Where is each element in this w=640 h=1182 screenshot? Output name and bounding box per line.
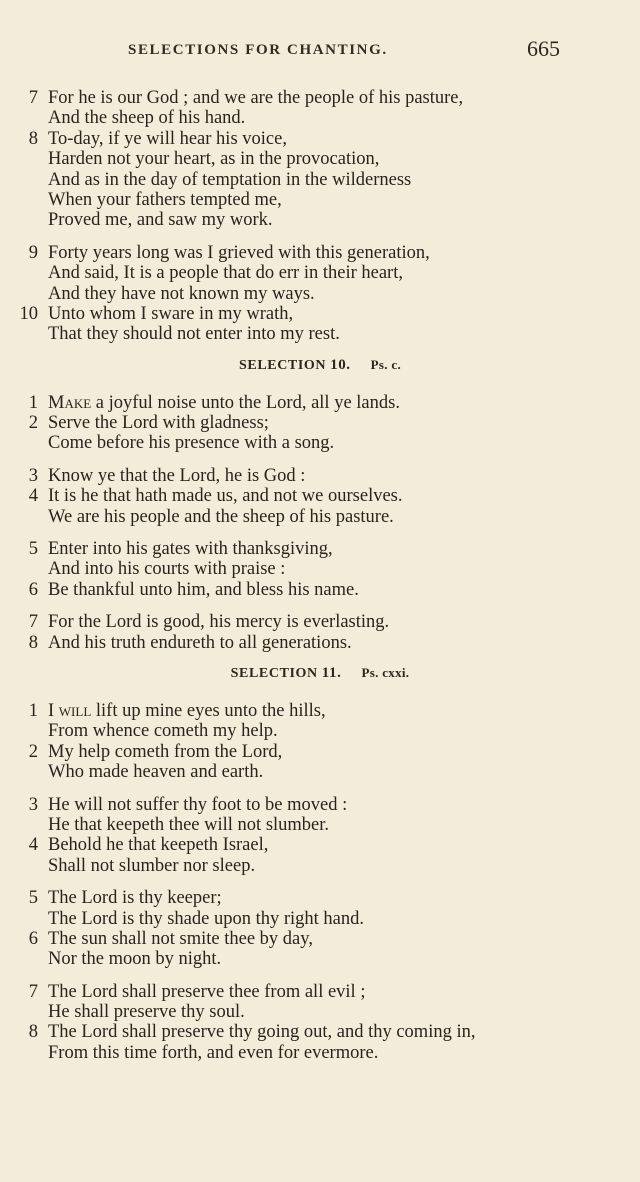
stanza-gap — [0, 231, 640, 243]
verse-text — [48, 466, 305, 486]
verse-body: The Lord is thy shade upon thy right hand. — [48, 908, 364, 929]
verse-number: 2 — [28, 741, 38, 762]
verse-line — [0, 324, 640, 344]
verse-line — [0, 149, 640, 169]
verse-line — [0, 284, 640, 304]
verse-line — [0, 701, 640, 721]
verse-number: 8 — [28, 632, 38, 653]
verse-body: Come before his presence with a song. — [48, 433, 335, 454]
psalm-reference: Ps. cxxi. — [361, 664, 410, 680]
verse-body: Forty years long was I grieved with this generation, — [48, 242, 430, 263]
verse-body: Proved me, and saw my work. — [48, 210, 273, 231]
verse-number: 10 — [19, 303, 38, 324]
verse-text — [48, 856, 255, 876]
verse-body: For he is our God ; and we are the people of his pasture, — [48, 88, 464, 108]
stanza-gap — [0, 527, 640, 539]
verse-body: It is he that hath made us, and not we ourselves. — [48, 486, 403, 507]
verse-line — [0, 982, 640, 1002]
verse-text — [48, 795, 347, 815]
verse-number: 5 — [28, 888, 38, 909]
verse-text — [48, 539, 333, 559]
verse-text — [48, 835, 268, 855]
verse-body: And into his courts with praise : — [48, 559, 286, 580]
verse-text — [48, 284, 315, 304]
verse-line — [0, 856, 640, 876]
chant-text — [0, 88, 640, 1063]
verse-line — [0, 888, 640, 908]
verse-line — [0, 580, 640, 600]
stanza-gap — [0, 970, 640, 982]
verse-line — [0, 393, 640, 413]
verse-text — [48, 909, 364, 929]
verse-number: 7 — [28, 612, 38, 633]
verse-line — [0, 909, 640, 929]
verse-text — [48, 263, 403, 283]
verse-text — [48, 304, 293, 324]
verse-line — [0, 108, 640, 128]
verse-line — [0, 1022, 640, 1042]
verse-text — [48, 815, 329, 835]
verse-line — [0, 210, 640, 230]
verse-text — [48, 580, 359, 600]
verse-line — [0, 190, 640, 210]
verse-line — [0, 507, 640, 527]
verse-body: And his truth endureth to all generations. — [48, 632, 352, 653]
verse-line — [0, 1043, 640, 1063]
verse-text — [48, 433, 334, 453]
psalm-reference: Ps. c. — [370, 356, 401, 372]
verse-line — [0, 742, 640, 762]
verse-body: Shall not slumber nor sleep. — [48, 855, 256, 876]
verse-body: The Lord shall preserve thy going out, and thy coming in, — [48, 1022, 476, 1043]
verse-body: Be thankful unto him, and bless his name. — [48, 579, 359, 600]
verse-body: Know ye that the Lord, he is God : — [48, 465, 306, 486]
selection-label: SELECTION — [239, 357, 327, 373]
verse-body: And they have not known my ways. — [48, 283, 315, 304]
verse-body: lift up mine eyes unto the hills, — [91, 700, 326, 721]
verse-text — [48, 108, 245, 128]
verse-number: 5 — [28, 539, 38, 560]
verse-body: My help cometh from the Lord, — [48, 741, 283, 762]
verse-body: Serve the Lord with gladness; — [48, 413, 269, 434]
verse-text — [48, 888, 222, 908]
verse-text — [48, 949, 221, 969]
verse-line — [0, 762, 640, 782]
verse-line — [0, 413, 640, 433]
verse-body: The Lord shall preserve thee from all evil ; — [48, 981, 366, 1002]
verse-text — [48, 210, 273, 230]
verse-number: 4 — [28, 486, 38, 507]
verse-line — [0, 486, 640, 506]
verse-text — [48, 413, 269, 433]
verse-text — [48, 1043, 378, 1063]
selection-heading — [0, 659, 640, 691]
verse-line — [0, 559, 640, 579]
verse-body: The sun shall not smite thee by day, — [48, 928, 313, 949]
verse-text — [48, 633, 352, 653]
verse-text — [48, 612, 389, 632]
verse-number: 3 — [28, 465, 38, 486]
verse-number: 6 — [28, 579, 38, 600]
verse-text — [48, 762, 263, 782]
verse-line — [0, 539, 640, 559]
verse-line — [0, 263, 640, 283]
verse-body: And as in the day of temptation in the wilderness — [48, 169, 412, 190]
verse-line — [0, 835, 640, 855]
selection-heading — [0, 351, 640, 383]
stanza-gap — [0, 454, 640, 466]
verse-body: And the sheep of his hand. — [48, 108, 246, 129]
verse-text — [48, 243, 430, 263]
verse-lead-word: Make — [48, 392, 92, 413]
verse-line — [0, 1002, 640, 1022]
verse-text — [48, 742, 282, 762]
verse-body: To-day, if ye will hear his voice, — [48, 128, 287, 149]
verse-line — [0, 433, 640, 453]
verse-text — [48, 129, 287, 149]
verse-body: Who made heaven and earth. — [48, 762, 264, 783]
verse-body: Behold he that keepeth Israel, — [48, 835, 269, 856]
verse-line — [0, 795, 640, 815]
verse-text — [48, 559, 285, 579]
verse-text — [48, 982, 365, 1002]
running-head: SELECTIONS FOR CHANTING. — [128, 42, 388, 58]
verse-line — [0, 304, 640, 324]
verse-text — [48, 88, 463, 108]
verse-body: For the Lord is good, his mercy is everlasting. — [48, 612, 390, 633]
verse-line — [0, 815, 640, 835]
verse-body: That they should not enter into my rest. — [48, 324, 340, 345]
verse-number: 9 — [28, 242, 38, 263]
verse-number: 8 — [28, 1022, 38, 1043]
verse-body: The Lord is thy keeper; — [48, 888, 222, 909]
verse-number: 8 — [28, 128, 38, 149]
verse-text — [48, 929, 313, 949]
verse-text — [48, 170, 411, 190]
verse-text — [48, 701, 326, 721]
verse-body: Enter into his gates with thanksgiving, — [48, 539, 333, 560]
verse-number: 1 — [28, 700, 38, 721]
verse-body: He that keepeth thee will not slumber. — [48, 814, 330, 835]
verse-number: 3 — [28, 794, 38, 815]
verse-line — [0, 929, 640, 949]
verse-line — [0, 949, 640, 969]
verse-number: 4 — [28, 835, 38, 856]
verse-body: a joyful noise unto the Lord, all ye lands. — [91, 392, 400, 413]
selection-number: 10. — [330, 356, 351, 373]
verse-number: 6 — [28, 928, 38, 949]
verse-line — [0, 129, 640, 149]
stanza-gap — [0, 600, 640, 612]
verse-line — [0, 170, 640, 190]
verse-body: And said, It is a people that do err in their heart, — [48, 263, 403, 284]
verse-number: 7 — [28, 981, 38, 1002]
page-number: 665 — [527, 36, 560, 61]
verse-line — [0, 243, 640, 263]
verse-text — [48, 190, 282, 210]
verse-body: He shall preserve thy soul. — [48, 1002, 245, 1023]
verse-line — [0, 612, 640, 632]
verse-lead-word: I will — [48, 700, 92, 721]
verse-number: 2 — [28, 413, 38, 434]
verse-number: 1 — [28, 392, 38, 413]
verse-number: 7 — [28, 88, 38, 108]
verse-body: Nor the moon by night. — [48, 949, 222, 970]
verse-text — [48, 1002, 245, 1022]
verse-text — [48, 393, 400, 413]
verse-body: From this time forth, and even for evermore. — [48, 1042, 379, 1063]
verse-body: Harden not your heart, as in the provocation, — [48, 149, 380, 170]
stanza-gap — [0, 783, 640, 795]
verse-text — [48, 149, 379, 169]
verse-text — [48, 507, 394, 527]
stanza-gap — [0, 876, 640, 888]
verse-text — [48, 486, 403, 506]
verse-body: He will not suffer thy foot to be moved : — [48, 794, 348, 815]
verse-text — [48, 324, 340, 344]
verse-text — [48, 1022, 475, 1042]
selection-number: 11. — [321, 664, 342, 681]
verse-body: Unto whom I sware in my wrath, — [48, 303, 294, 324]
verse-body: We are his people and the sheep of his pasture. — [48, 506, 394, 527]
selection-label: SELECTION — [230, 665, 318, 681]
verse-text — [48, 721, 278, 741]
verse-line — [0, 633, 640, 653]
verse-line — [0, 721, 640, 741]
verse-line — [0, 88, 640, 108]
verse-body: From whence cometh my help. — [48, 721, 278, 742]
verse-line — [0, 466, 640, 486]
verse-body: When your fathers tempted me, — [48, 189, 282, 210]
